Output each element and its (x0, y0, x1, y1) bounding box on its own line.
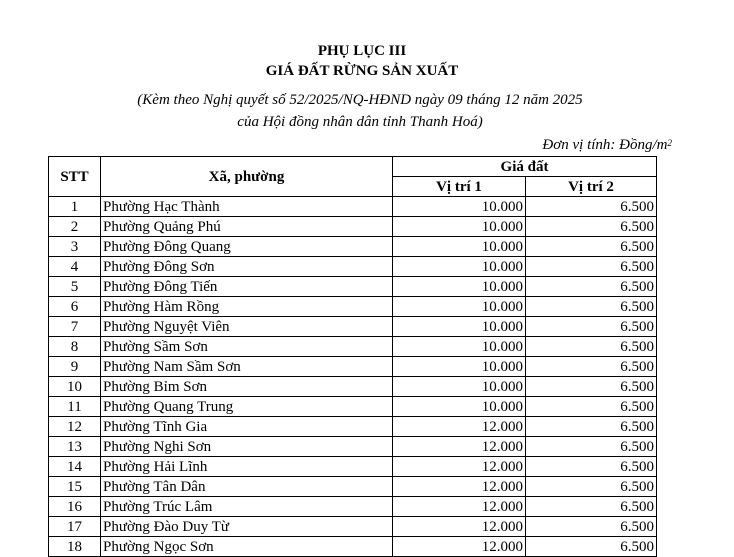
row-price-position-1: 12.000 (393, 517, 526, 537)
table-row (49, 517, 657, 537)
row-price-position-1: 12.000 (393, 417, 526, 437)
row-price-position-2: 6.500 (526, 217, 657, 237)
row-price-position-1: 10.000 (393, 397, 526, 417)
row-stt: 11 (49, 397, 101, 417)
table-row (49, 237, 657, 257)
row-commune-name: Phường Đào Duy Từ (101, 517, 393, 537)
row-commune-name: Phường Hạc Thành (101, 197, 393, 217)
table-row (49, 417, 657, 437)
row-commune-name: Phường Ngọc Sơn (101, 537, 393, 557)
table-row (49, 437, 657, 457)
row-price-position-1: 10.000 (393, 357, 526, 377)
row-price-position-2: 6.500 (526, 357, 657, 377)
row-price-position-2: 6.500 (526, 477, 657, 497)
row-price-position-1: 12.000 (393, 497, 526, 517)
header-position-1: Vị trí 1 (393, 177, 526, 197)
row-commune-name: Phường Nghi Sơn (101, 437, 393, 457)
row-price-position-2: 6.500 (526, 197, 657, 217)
header-position-2: Vị trí 2 (526, 177, 657, 197)
row-price-position-1: 10.000 (393, 257, 526, 277)
row-price-position-2: 6.500 (526, 237, 657, 257)
table-row (49, 297, 657, 317)
table-row (49, 277, 657, 297)
row-stt: 3 (49, 237, 101, 257)
row-price-position-2: 6.500 (526, 377, 657, 397)
row-price-position-2: 6.500 (526, 317, 657, 337)
row-price-position-2: 6.500 (526, 257, 657, 277)
row-stt: 7 (49, 317, 101, 337)
table-row (49, 197, 657, 217)
row-stt: 16 (49, 497, 101, 517)
row-stt: 14 (49, 457, 101, 477)
row-price-position-1: 10.000 (393, 197, 526, 217)
table-row (49, 537, 657, 557)
row-price-position-2: 6.500 (526, 517, 657, 537)
table-row (49, 357, 657, 377)
row-price-position-1: 10.000 (393, 337, 526, 357)
unit-text: Đơn vị tính: Đồng/m (542, 137, 668, 153)
row-price-position-2: 6.500 (526, 457, 657, 477)
row-price-position-2: 6.500 (526, 537, 657, 557)
row-commune-name: Phường Quảng Phú (101, 217, 393, 237)
row-price-position-1: 12.000 (393, 477, 526, 497)
table-row (49, 497, 657, 517)
table-row (49, 457, 657, 477)
row-price-position-1: 10.000 (393, 237, 526, 257)
row-stt: 2 (49, 217, 101, 237)
row-commune-name: Phường Đông Sơn (101, 257, 393, 277)
table-body (49, 197, 657, 557)
row-commune-name: Phường Sầm Sơn (101, 337, 393, 357)
row-commune-name: Phường Hải Lĩnh (101, 457, 393, 477)
unit-label (542, 136, 672, 155)
table-row (49, 477, 657, 497)
issuing-authority: của Hội đồng nhân dân tỉnh Thanh Hoá) (237, 114, 483, 130)
row-stt: 15 (49, 477, 101, 497)
header-commune-ward: Xã, phường (101, 157, 393, 197)
row-price-position-2: 6.500 (526, 437, 657, 457)
resolution-reference: (Kèm theo Nghị quyết số 52/2025/NQ-HĐND ngày 09 tháng 12 năm 2025 (137, 92, 583, 108)
row-stt: 1 (49, 197, 101, 217)
row-price-position-1: 10.000 (393, 377, 526, 397)
row-price-position-1: 10.000 (393, 277, 526, 297)
row-commune-name: Phường Nam Sầm Sơn (101, 357, 393, 377)
row-price-position-1: 12.000 (393, 457, 526, 477)
table-row (49, 337, 657, 357)
row-price-position-2: 6.500 (526, 497, 657, 517)
row-price-position-1: 10.000 (393, 317, 526, 337)
row-price-position-2: 6.500 (526, 337, 657, 357)
row-price-position-1: 12.000 (393, 537, 526, 557)
table-row (49, 317, 657, 337)
row-price-position-2: 6.500 (526, 297, 657, 317)
header-stt: STT (49, 157, 101, 197)
row-price-position-2: 6.500 (526, 277, 657, 297)
land-price-table (48, 156, 657, 557)
unit-superscript: 2 (667, 138, 672, 148)
row-stt: 5 (49, 277, 101, 297)
row-stt: 8 (49, 337, 101, 357)
row-commune-name: Phường Quang Trung (101, 397, 393, 417)
row-commune-name: Phường Đông Quang (101, 237, 393, 257)
row-stt: 9 (49, 357, 101, 377)
row-stt: 4 (49, 257, 101, 277)
row-stt: 10 (49, 377, 101, 397)
row-commune-name: Phường Nguyệt Viên (101, 317, 393, 337)
row-stt: 13 (49, 437, 101, 457)
table-row (49, 257, 657, 277)
appendix-number: PHỤ LỤC III (317, 43, 407, 59)
table-row (49, 377, 657, 397)
row-commune-name: Phường Trúc Lâm (101, 497, 393, 517)
row-stt: 17 (49, 517, 101, 537)
row-commune-name: Phường Tân Dân (101, 477, 393, 497)
row-price-position-2: 6.500 (526, 417, 657, 437)
row-stt: 12 (49, 417, 101, 437)
row-commune-name: Phường Đông Tiến (101, 277, 393, 297)
row-stt: 6 (49, 297, 101, 317)
row-stt: 18 (49, 537, 101, 557)
header-land-price: Giá đất (393, 157, 657, 177)
appendix-title: GIÁ ĐẤT RỪNG SẢN XUẤT (265, 63, 459, 79)
row-commune-name: Phường Tĩnh Gia (101, 417, 393, 437)
row-price-position-1: 10.000 (393, 217, 526, 237)
row-commune-name: Phường Hàm Rồng (101, 297, 393, 317)
table-row (49, 397, 657, 417)
row-price-position-1: 10.000 (393, 297, 526, 317)
row-commune-name: Phường Bỉm Sơn (101, 377, 393, 397)
row-price-position-1: 12.000 (393, 437, 526, 457)
row-price-position-2: 6.500 (526, 397, 657, 417)
table-row (49, 217, 657, 237)
